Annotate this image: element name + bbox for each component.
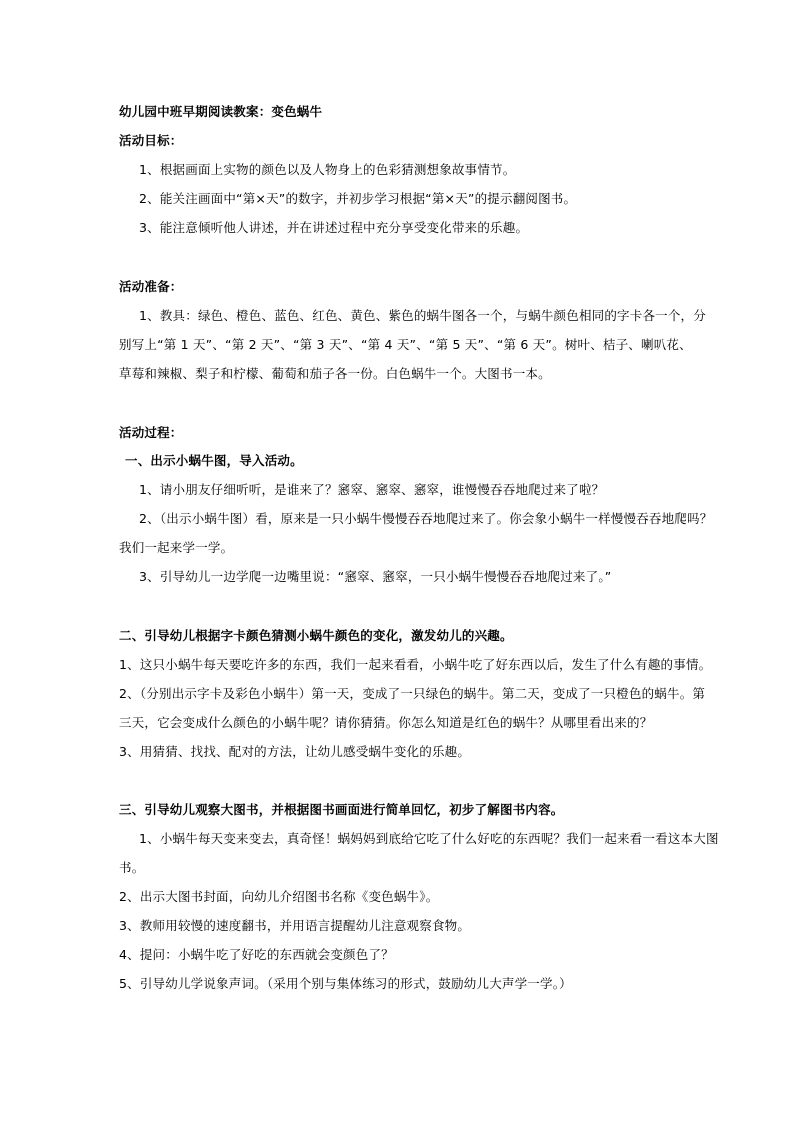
step1-item: 1、请小朋友仔细听听，是谁来了？窸窣、窸窣、窸窣，谁慢慢吞吞地爬过来了啦？ — [139, 482, 605, 497]
step3-item: 4、提问：小蜗牛吃了好吃的东西就会变颜色了？ — [119, 947, 394, 962]
document-title: 幼儿园中班早期阅读教案：变色蜗牛 — [119, 104, 323, 119]
step3-item: 1、小蜗牛每天变来变去，真奇怪！蜗妈妈到底给它吃了什么好吃的东西呢？我们一起来看一看这本大图 — [139, 831, 719, 846]
step2-item: 1、这只小蜗牛每天要吃许多的东西，我们一起来看看，小蜗牛吃了好东西以后，发生了什么有趣的事情。 — [119, 657, 712, 672]
step1-item: 我们一起来学一学。 — [119, 540, 234, 555]
step1-item: 3、引导幼儿一边学爬一边嘴里说：“窸窣、窸窣，一只小蜗牛慢慢吞吞地爬过来了。” — [139, 569, 612, 584]
prep-line: 别写上“第 1 天”、“第 2 天”、“第 3 天”、“第 4 天”、“第 5 天”、“第 6 天”。树叶、桔子、喇叭花、 — [119, 337, 692, 352]
step1-heading: 一、出示小蜗牛图，导入活动。 — [125, 453, 303, 468]
prep-heading: 活动准备： — [119, 279, 183, 294]
goal-item: 3、能注意倾听他人讲述，并在讲述过程中充分享受变化带来的乐趣。 — [139, 220, 529, 235]
step3-heading: 三、引导幼儿观察大图书，并根据图书画面进行简单回忆，初步了解图书内容。 — [119, 802, 564, 817]
goal-item: 2、能关注画面中“第×天”的数字，并初步学习根据“第×天”的提示翻阅图书。 — [139, 191, 577, 206]
step2-item: 三天，它会变成什么颜色的小蜗牛呢？请你猜猜。你怎么知道是红色的蜗牛？从哪里看出来的？ — [119, 715, 653, 730]
prep-line: 草莓和辣椒、梨子和柠檬、葡萄和茄子各一份。白色蜗牛一个。大图书一本。 — [119, 366, 551, 381]
prep-line: 1、教具：绿色、橙色、蓝色、红色、黄色、紫色的蜗牛图各一个，与蜗牛颜色相同的字卡各一个，分 — [139, 308, 706, 323]
process-heading: 活动过程： — [119, 425, 183, 440]
goals-heading: 活动目标： — [119, 133, 183, 148]
step3-item: 2、出示大图书封面，向幼儿介绍图书名称《变色蜗牛》。 — [119, 889, 439, 904]
step3-item: 书。 — [119, 860, 145, 875]
goal-item: 1、根据画面上实物的颜色以及人物身上的色彩猜测想象故事情节。 — [139, 162, 516, 177]
step2-item: 3、用猜猜、找找、配对的方法，让幼儿感受蜗牛变化的乐趣。 — [119, 744, 471, 759]
step2-item: 2、（分别出示字卡及彩色小蜗牛）第一天，变成了一只绿色的蜗牛。第二天，变成了一只橙色的蜗牛。第 — [119, 686, 706, 701]
step3-item: 3、教师用较慢的速度翻书，并用语言提醒幼儿注意观察食物。 — [119, 918, 471, 933]
step2-heading: 二、引导幼儿根据字卡颜色猜测小蜗牛颜色的变化，激发幼儿的兴趣。 — [119, 628, 513, 643]
step3-item: 5、引导幼儿学说象声词。（采用个别与集体练习的形式，鼓励幼儿大声学一学。） — [119, 976, 572, 991]
step1-item: 2、（出示小蜗牛图）看，原来是一只小蜗牛慢慢吞吞地爬过来了。你会象小蜗牛一样慢慢吞吞地爬吗？ — [139, 511, 713, 526]
